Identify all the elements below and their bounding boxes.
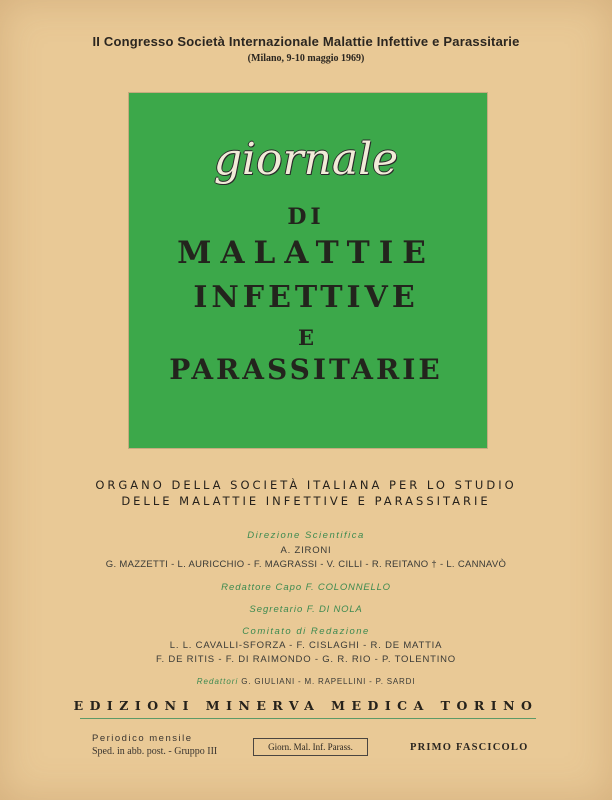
comitato-line-1: L. L. CAVALLI-SFORZA - F. CISLAGHI - R. DE MATTIA bbox=[169, 640, 443, 651]
segretario-label: Segretario bbox=[249, 604, 304, 615]
postal-info: Sped. in abb. post. - Gruppo III bbox=[92, 746, 218, 757]
title-e: E bbox=[297, 325, 314, 350]
redattori-line bbox=[0, 677, 612, 686]
redattori-label: Redattori bbox=[196, 677, 239, 686]
segretario-name: F. DI NOLA bbox=[306, 604, 363, 615]
periodicity: Periodico mensile bbox=[92, 733, 193, 744]
director-name: A. ZIRONI bbox=[280, 545, 332, 556]
title-infettive: INFETTIVE bbox=[193, 280, 419, 315]
divider-rule bbox=[80, 718, 536, 719]
publisher-line: EDIZIONI MINERVA MEDICA TORINO bbox=[73, 698, 539, 713]
redattore-capo-name: F. COLONNELLO bbox=[305, 582, 391, 593]
title-di: DI bbox=[287, 204, 325, 230]
redattore-capo-label: Redattore Capo bbox=[221, 582, 303, 593]
comitato-label: Comitato di Redazione bbox=[242, 626, 370, 637]
title-malattie: MALATTIE bbox=[177, 235, 435, 271]
congress-date: (Milano, 9-10 maggio 1969) bbox=[247, 53, 365, 64]
organ-line-1: ORGANO DELLA SOCIETÀ ITALIANA PER LO STUDIO bbox=[95, 478, 517, 492]
periodical-info bbox=[92, 733, 217, 757]
redattore-capo-line bbox=[0, 582, 612, 593]
journal-word: giornale bbox=[213, 134, 399, 185]
journal-abbreviation-box: Giorn. Mal. Inf. Parass. bbox=[253, 738, 368, 756]
direzione-label: Direzione Scientifica bbox=[247, 530, 365, 541]
title-parassitarie: PARASSITARIE bbox=[169, 353, 443, 386]
comitato-line-2: F. DE RITIS - F. DI RAIMONDO - G. R. RIO - P. TOLENTINO bbox=[156, 654, 456, 665]
issue-label: PRIMO FASCICOLO bbox=[410, 742, 529, 753]
organ-line-2: DELLE MALATTIE INFETTIVE E PARASSITARIE bbox=[121, 494, 491, 508]
direction-members: G. MAZZETTI - L. AURICCHIO - F. MAGRASSI - V. CILLI - R. REITANO † - L. CANNAVÒ bbox=[105, 559, 507, 570]
redattori-names: G. GIULIANI - M. RAPELLINI - P. SARDI bbox=[241, 677, 416, 686]
segretario-line bbox=[0, 604, 612, 615]
congress-title: II Congresso Società Internazionale Malattie Infettive e Parassitarie bbox=[92, 34, 520, 49]
